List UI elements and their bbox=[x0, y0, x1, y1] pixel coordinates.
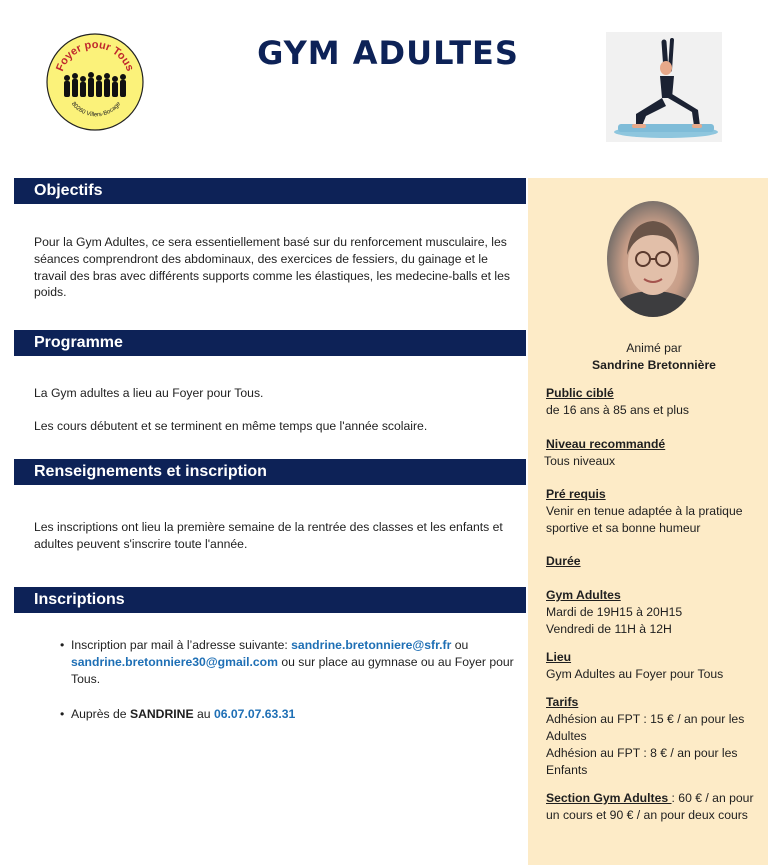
public-cible-heading: Public ciblé bbox=[546, 386, 614, 400]
section-gym-value: : 60 € / an pour un cours et 90 € / an pour deux cours bbox=[546, 791, 754, 822]
prerequis-value: Venir en tenue adaptée à la pratique sportive et sa bonne humeur bbox=[546, 504, 743, 535]
bullet-phone-prefix: Auprès de bbox=[71, 707, 130, 721]
lieu-heading: Lieu bbox=[546, 650, 572, 664]
logo-title: Foyer pour Tous bbox=[54, 38, 136, 73]
bullet-email-or: ou bbox=[451, 638, 469, 652]
objectifs-text: Pour la Gym Adultes, ce sera essentiellement basé sur du renforcement musculaire, les séances comprendront des abdominaux, des exercices de fessiers, du gainage et le travail des bras avec différents supports comme les élastiques, les medecine-balls et les poids. bbox=[34, 235, 510, 300]
section-header-programme: Programme bbox=[14, 330, 526, 356]
section-gym-heading: Section Gym Adultes bbox=[546, 791, 672, 805]
renseignements-text: Les inscriptions ont lieu la première semaine de la rentrée des classes et les enfants et adultes peuvent s'inscrire toute l'année. bbox=[34, 520, 503, 551]
prerequis-heading: Pré requis bbox=[546, 487, 606, 501]
logo-address: 80260 Villers-Bocage bbox=[69, 101, 123, 119]
coach-name: Sandrine Bretonnière bbox=[592, 358, 716, 372]
programme-line-2: Les cours débutent et se terminent en même temps que l'année scolaire. bbox=[34, 419, 428, 433]
bullet-email-suffix: ou sur place au gymnase ou au Foyer pour Tous. bbox=[71, 654, 514, 686]
lieu-value: Gym Adultes au Foyer pour Tous bbox=[546, 667, 724, 681]
duree-heading: Durée bbox=[546, 554, 581, 568]
inscription-bullet-phone bbox=[60, 706, 520, 723]
coach-avatar bbox=[607, 201, 699, 317]
section-header-objectifs: Objectifs bbox=[14, 178, 526, 204]
yoga-illustration bbox=[606, 32, 722, 142]
section-header-renseignements: Renseignements et inscription bbox=[14, 459, 526, 485]
anime-par-label: Animé par bbox=[626, 341, 682, 355]
section-tarif bbox=[546, 790, 762, 824]
tarif-enfants: Adhésion au FPT : 8 € / an pour les Enfants bbox=[546, 746, 738, 777]
bullet-phone-mid: au bbox=[193, 707, 214, 721]
tarif-adultes: Adhésion au FPT : 15 € / an pour les Adultes bbox=[546, 712, 745, 743]
section-header-inscriptions: Inscriptions bbox=[14, 587, 526, 613]
email-link-sfr[interactable]: sandrine.bretonniere@sfr.fr bbox=[291, 638, 452, 652]
email-link-gmail[interactable]: sandrine.bretonniere30@gmail.com bbox=[71, 654, 278, 669]
phone-link[interactable]: 06.07.07.63.31 bbox=[213, 707, 296, 721]
contact-name: SANDRINE bbox=[129, 707, 194, 721]
page-title: GYM ADULTES bbox=[257, 34, 519, 72]
schedule-friday: Vendredi de 11H à 12H bbox=[546, 622, 672, 636]
schedule-tuesday: Mardi de 19H15 à 20H15 bbox=[546, 605, 683, 619]
niveau-heading: Niveau recommandé bbox=[546, 437, 666, 451]
gym-adultes-heading: Gym Adultes bbox=[546, 588, 621, 602]
tarifs-heading: Tarifs bbox=[546, 695, 579, 709]
niveau-value: Tous niveaux bbox=[544, 454, 616, 468]
programme-line-1: La Gym adultes a lieu au Foyer pour Tous. bbox=[34, 386, 264, 400]
inscription-bullet-email bbox=[60, 637, 520, 687]
bullet-email-prefix: Inscription par mail à l’adresse suivante: bbox=[71, 638, 292, 652]
public-cible-value: de 16 ans à 85 ans et plus bbox=[546, 403, 689, 417]
